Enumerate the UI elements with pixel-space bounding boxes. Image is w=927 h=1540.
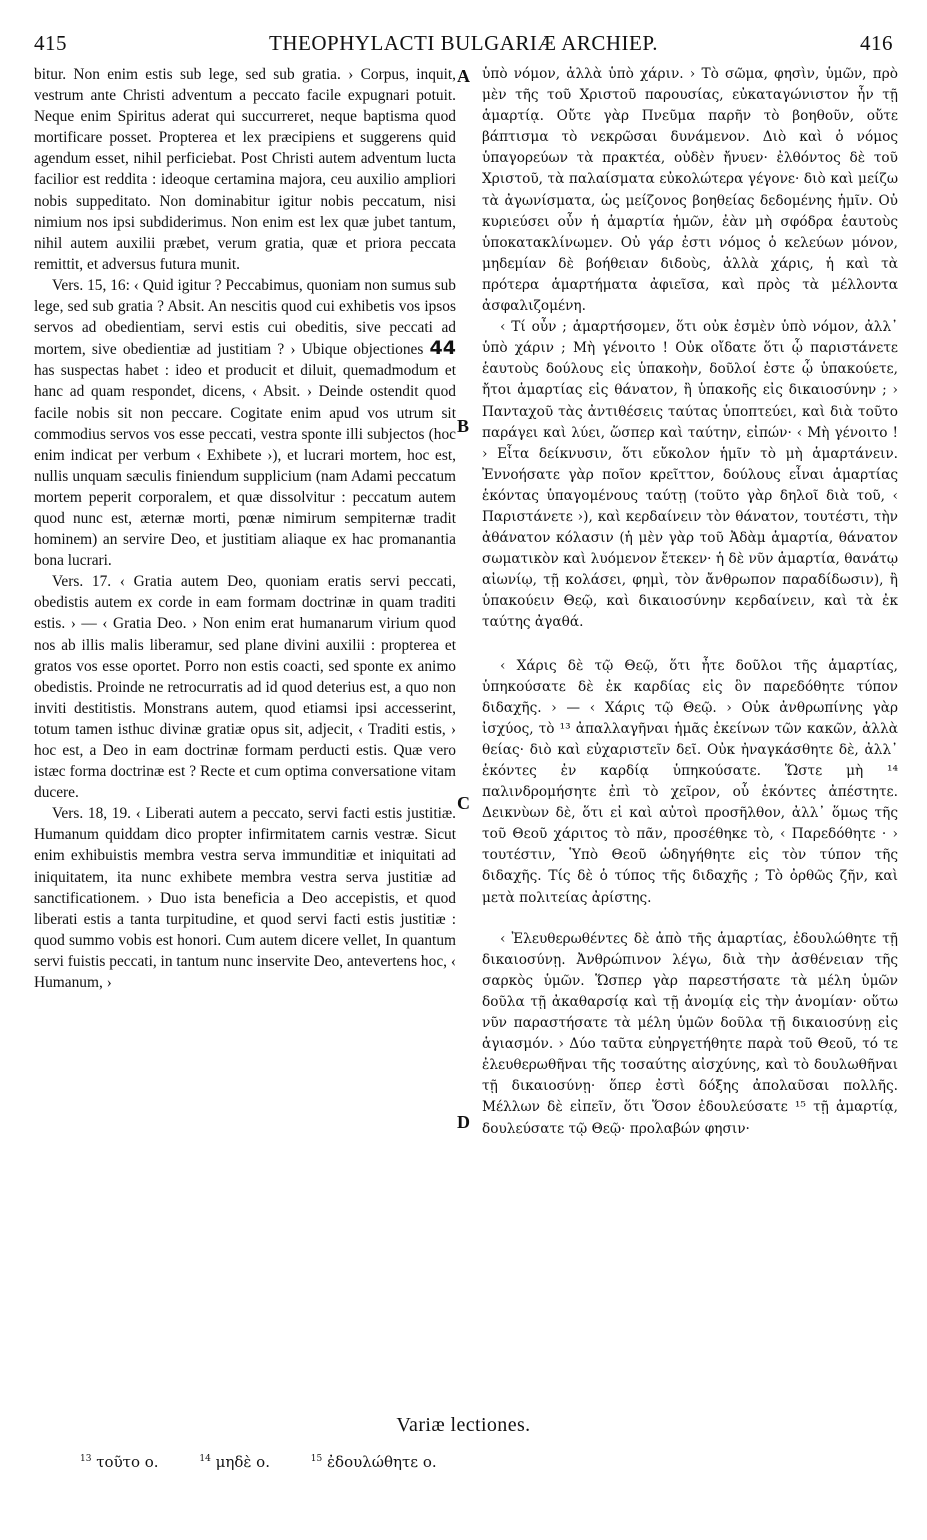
page-header xyxy=(34,26,893,60)
footnote-text: ἐδουλώθητε ο. xyxy=(327,1453,437,1471)
footnote xyxy=(199,1453,288,1471)
footnote-text: τοῦτο ο. xyxy=(96,1453,159,1471)
page-number-right: 416 xyxy=(860,31,893,55)
footnote-number: 13 xyxy=(80,1454,92,1464)
section-marker-b: B xyxy=(457,416,470,436)
section-marker-c: C xyxy=(457,793,470,813)
running-title: THEOPHYLACTI BULGARIÆ ARCHIEP. xyxy=(269,31,658,55)
latin-paragraph xyxy=(34,275,456,571)
greek-paragraph: ‹ Χάρις δὲ τῷ Θεῷ, ὅτι ἦτε δοῦλοι τῆς ἁμαρτίας, ὑπηκούσατε δὲ ἐκ καρδίας εἰς ὃν παρεδόθητε τύπον διδαχῆς. › — ‹ Χάρις τῷ Θεῷ. › Οὐκ ἀνθρωπίνης γὰρ ἰσχύος, τὸ ¹³ ἀπαλλαγῆναι ἡμᾶς ἐκείνων τῶν κακῶν, ἀλλὰ θείας· διὸ καὶ εὐχαριστεῖν δεῖ. Οὐκ ἠναγκάσθητε δὲ, ἀλλ᾽ ἑκόντες ἐν καρδίᾳ ὑπηκούσατε. Ὥστε μὴ ¹⁴ παλινδρομήσητε ἐπὶ τὸ χεῖρον, οὗ ἑκόντες ἀπέστητε. Δεικνὺων δὲ, ὅτι εἰ καὶ αὐτοὶ προσῆλθον, ἀλλ᾽ ὅμως τῆς τοῦ Θεοῦ χάριτος τὸ πᾶν, προσέθηκε τὸ, ‹ Παρεδόθητε · › τουτέστιν, Ὑπὸ Θεοῦ ὡδηγήθητε εἰς τὸν τύπον τῆς διδαχῆς. Τίς δὲ ὁ τύπος τῆς διδαχῆς ; Τὸ ὀρθῶς ζῆν, καὶ μετὰ πολιτείας ἀρίστης. xyxy=(482,657,898,906)
latin-column xyxy=(34,64,456,993)
section-marker-a: A xyxy=(457,66,470,86)
footnote xyxy=(80,1453,177,1471)
footnote-number: 14 xyxy=(199,1454,211,1464)
footnotes xyxy=(80,1453,473,1471)
footnote xyxy=(311,1453,455,1471)
greek-paragraph: ὑπὸ νόμον, ἀλλὰ ὑπὸ χάριν. › Τὸ σῶμα, φησὶν, ὑμῶν, πρὸ μὲν τῆς τοῦ Χριστοῦ παρουσίας, εὐκαταγώνιστον ἦν τῇ ἁμαρτίᾳ. Οὔτε γὰρ Πνεῦμα παρῆν τὸ βοηθοῦν, οὔτε βάπτισμα τὸ νεκρῶσαι δυνάμενον. Διὸ καὶ ὁ νόμος ὑπαγορεύων τὰ πρακτέα, οὐδὲν ἤνυεν· ἐλθόντος δὲ τοῦ Χριστοῦ, τὰ παλαίσματα εὐκολώτερα γέγονε· διὸ καὶ μείζω τὰ ἀγωνίσματα, ὡς μείζονος βοηθείας δεδομένης ἡμῖν. Οὐ κυριεύσει οὖν ἡ ἁμαρτία ἡμῶν, ἐὰν μὴ σφόδρα ἑαυτοὺς ὑποκατακλίνωμεν. Οὐ γάρ ἐστι νόμος ὁ κελεύων μόνον, μηδεμίαν δὲ βοήθειαν διδοὺς, ἀλλὰ χάρις, ἡ καὶ τὰ πρότερα ἁμαρτήματα ἀφιεῖσα, καὶ πρὸς τὰ μέλλοντα ἀσφαλιζομένη. xyxy=(482,66,898,315)
greek-paragraph: ‹ Ἐλευθερωθέντες δὲ ἀπὸ τῆς ἁμαρτίας, ἐδουλώθητε τῇ δικαιοσύνῃ. Ἀνθρώπινον λέγω, διὰ τὴν ἀσθένειαν τῆς σαρκὸς ὑμῶν. Ὥσπερ γὰρ παρεστήσατε τὰ μέλη ὑμῶν δοῦλα τῇ ἀκαθαρσίᾳ καὶ τῇ ἀνομίᾳ εἰς τὴν ἀνομίαν· οὕτω νῦν παραστήσατε τὰ μέλη ὑμῶν δοῦλα τῇ δικαιοσύνῃ εἰς ἁγιασμόν. › Δύο ταῦτα εὐηργετήθητε παρὰ τοῦ Θεοῦ, τό τε ἐλευθερωθῆναι τῆς τοσαύτης αἰσχύνης, καὶ τὸ δουλωθῆναι τῇ δικαιοσύνῃ· ὅπερ ἐστὶ δόξης ἀπολαῦσαι πολλῆς. Μέλλων δὲ εἰπεῖν, ὅτι Ὅσον ἐδουλεύσατε ¹⁵ τῇ ἁμαρτίᾳ, δουλεύσατε τῷ Θεῷ· προλαβών φησιν· xyxy=(482,930,898,1137)
greek-paragraph: ‹ Τί οὖν ; ἁμαρτήσομεν, ὅτι οὐκ ἐσμὲν ὑπὸ νόμον, ἀλλ᾽ ὑπὸ χάριν ; Μὴ γένοιτο ! Οὐκ οἴδατε ὅτι ᾧ παριστάνετε ἑαυτοὺς δούλους εἰς ὑπακοὴν, δοῦλοί ἐστε ᾧ ὑπακούετε, ἤτοι ἁμαρτίας εἰς θάνατον, ἢ ὑπακοῆς εἰς δικαιοσύνην ; › Πανταχοῦ τὰς ἀντιθέσεις ταύτας ὑποπτεύει, καὶ διὰ τοῦτο παράγει καὶ λύει, ὥσπερ καὶ ταύτην, εἰπών· ‹ Μὴ γένοιτο ! › Εἶτα δείκνυσιν, ὅτι εὔκολον ἡμῖν τὸ μὴ ἁμαρτάνειν. Ἐννοήσατε γὰρ ποῖον κρεῖττον, δούλους εἶναι ἁμαρτίας ἑκόντας ὑπαγομένους ταύτῃ (τοῦτο γὰρ δηλοῖ διὰ τοῦ, ‹ Παριστάνετε ›), καὶ κερδαίνειν τὸν θάνατον, τουτέστι, τὴν ἀθάνατον κόλασιν (ἡ μὲν γὰρ τοῦ Ἀδὰμ ἁμαρτία, θάνατον σωματικὸν καὶ λυόμενον ἔτεκεν· ἡ δὲ νῦν ἁμαρτία, θανάτῳ αἰωνίῳ, τῇ κολάσει, φημὶ, τὸν ἄνθρωπον παραδίδωσιν), ἢ ὑπακούειν Θεῷ, καὶ δικαιοσύνην κερδαίνειν, καὶ τὰ ἐκ ταύτης ἀγαθά. xyxy=(482,319,898,631)
latin-paragraph: Vers. 18, 19. ‹ Liberati autem a peccato, servi facti estis justitiæ. Humanum quiddam dico propter infirmitatem carnis vestræ. Sicut enim exhibuistis membra vestra serva immunditiæ et iniquitati ad iniquitatem, ita nunc exhibete membra vestra serva justitiæ ad sanctificationem. › Duo ista beneficia a Deo accepistis, et quod liberati estis a tanta turpitudine, et quod servi facti estis justitiæ : quod summo vobis est honori. Cum autem dicere vellet, In quantum servi fuistis peccati, in tantum nunc inservite Deo, antevertens hoc, ‹ Humanum, › xyxy=(34,805,456,992)
section-marker-d: D xyxy=(457,1112,470,1132)
column-number: 44 xyxy=(429,337,456,360)
latin-text: Vers. 15, 16: ‹ Quid igitur ? Peccabimus, quoniam non sumus sub lege, sed sub gratia ? Absit. An nescitis quod cui exhibetis vos ipsos servos ad obedientiam, servi estis cui obeditis, sive peccati ad mortem, sive obedientiæ ad justitiam ? › Ubique objectiones xyxy=(34,276,456,359)
footnote-text: μηδὲ ο. xyxy=(215,1453,270,1471)
variae-lectiones-heading: Variæ lectiones. xyxy=(396,1414,531,1436)
latin-paragraph: bitur. Non enim estis sub lege, sed sub gratia. › Corpus, inquit, vestrum ante Christi adventum a peccato facile expugnari potuit. Neque enim Spiritus aderat qui succurreret, neque baptisma quod mortificare posset. Propterea et lex præcipiens et suggerens quid agendum esset, nihil perficiebat. Post Christi autem adventum lucta facilior est reddita : ideoque certamina majora, ceu auxilio ampliori nobis suppeditato. Non dominabitur igitur nobis peccatum, nisi nimium nos ipsi subdiderimus. Non enim est lex quæ jubet tantum, nihil autem auxilii præbet, verum gratia, quæ et priora peccata remittit, et adversus futura munit. xyxy=(34,66,456,273)
footnote-number: 15 xyxy=(310,1454,323,1464)
latin-text: has suspectas habet : ideo et producit et diluit, quemadmodum et hanc ad quam respondet, dicens, ‹ Absit. › Deinde ostendit quod facile nobis sit non peccare. Cogitate enim apud vos utrum sit commodius servos vos esse peccati, vestra sponte illi subjectos (hoc enim indicat per verbum ‹ Exhibete ›), et lucrari mortem, hoc est, nullis unquam sæculis finiendum supplicium (nam Adami peccatum mortem peperit corporalem, et quæ dissolvitur : peccatum autem quod nunc est, æternæ morti, pœnæ nimirum sempiternæ tradit hominem) an servire Deo, et justitiam aliaque ex hac promanantia bona lucrari. xyxy=(34,362,456,570)
greek-column xyxy=(482,64,898,1140)
latin-paragraph: Vers. 17. ‹ Gratia autem Deo, quoniam eratis servi peccati, obedistis autem ex corde in eam formam doctrinæ in quam traditi estis. › — ‹ Gratia Deo. › Non enim erat humanarum virium quod nos ab illis malis liberamur, sed plane divini auxilii : propterea et gratos vos esse oportet. Porro non estis coacti, sed sponte ex animo obedistis. Proinde ne retrocurratis ad id quod deterius est, a quo non inviti destitistis. Monstrans autem, quod etiamsi ipsi accesserint, totum tamen isthuc divinæ gratiæ opus sit, adjecit, ‹ Traditi estis, › hoc est, a Deo in eam doctrinæ formam perducti estis. Quæ vero istæc forma doctrinæ est ? Recte et cum optima conversatione vitam ducere. xyxy=(34,573,456,802)
page-number-left: 415 xyxy=(34,31,67,55)
